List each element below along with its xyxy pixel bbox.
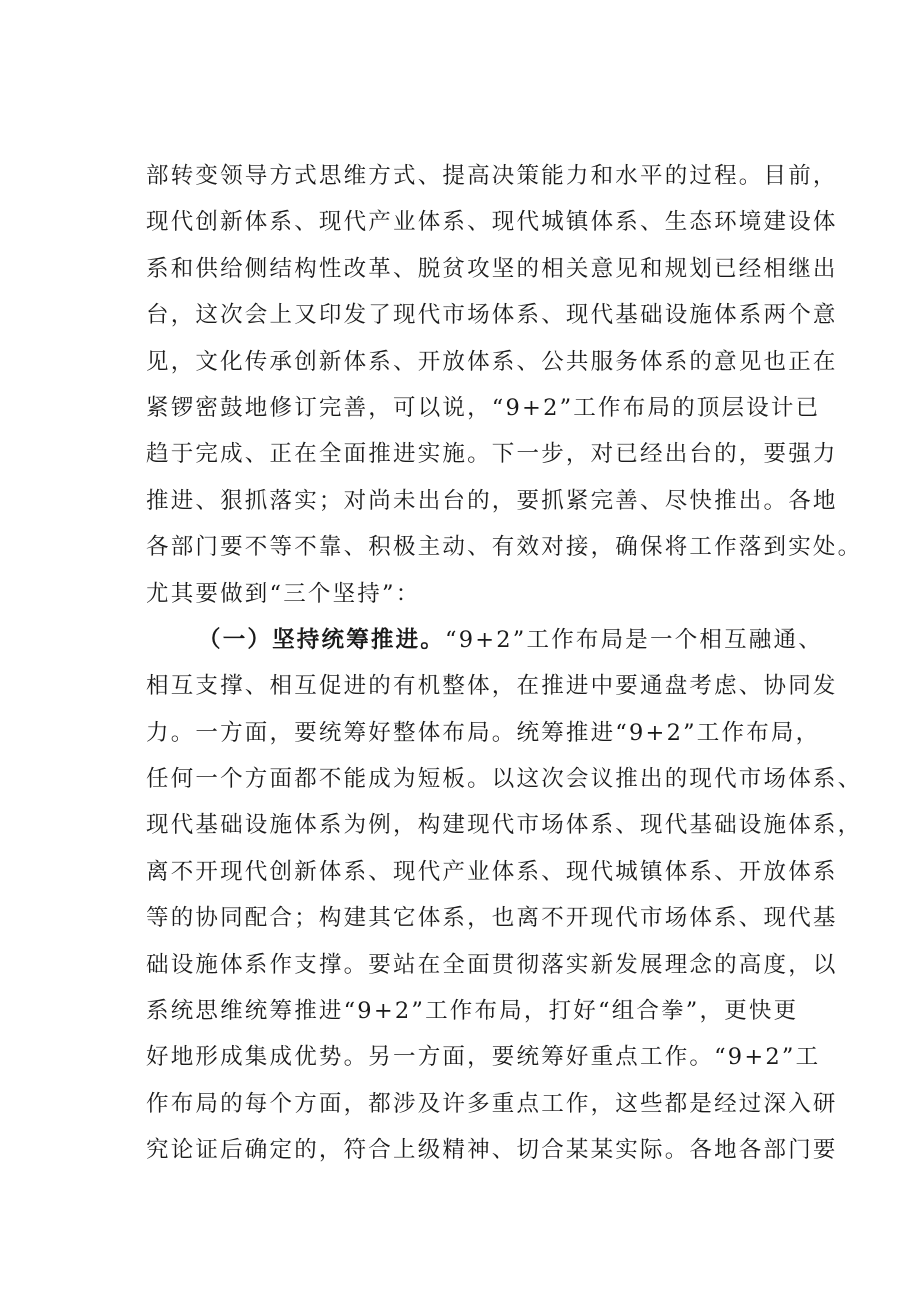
text-line: 究论证后确定的，符合上级精神、切合某某实际。各地各部门要	[146, 1137, 838, 1164]
text-line: 各部门要不等不靠、积极主动、有效对接，确保将工作落到实处。	[146, 534, 863, 561]
text-line: 等的协同配合；构建其它体系，也离不开现代市场体系、现代基	[146, 905, 838, 932]
text-line: 好地形成集成优势。另一方面，要统筹好重点工作。“9+2”工	[146, 1044, 821, 1071]
text-line: 系统思维统筹推进“9+2”工作布局，打好“组合拳”，更快更	[146, 998, 799, 1025]
text-line: 推进、狠抓落实；对尚未出台的，要抓紧完善、尽快推出。各地	[146, 487, 838, 514]
text-line: 见，文化传承创新体系、开放体系、公共服务体系的意见也正在	[146, 348, 838, 375]
text-line: 系和供给侧结构性改革、脱贫攻坚的相关意见和规划已经相继出	[146, 255, 838, 282]
text-line: 力。一方面，要统筹好整体布局。统筹推进“9+2”工作布局，	[146, 719, 821, 746]
text-line: 紧锣密鼓地修订完善，可以说，“9+2”工作布局的顶层设计已	[146, 394, 821, 421]
text-line: 尤其要做到“三个坚持”：	[146, 580, 421, 607]
text-line: 任何一个方面都不能成为短板。以这次会议推出的现代市场体系、	[146, 766, 863, 793]
text-line: 现代创新体系、现代产业体系、现代城镇体系、生态环境建设体	[146, 209, 838, 236]
text-line: 现代基础设施体系为例，构建现代市场体系、现代基础设施体系，	[146, 812, 863, 839]
document-body	[146, 153, 863, 1174]
text-line: 相互支撑、相互促进的有机整体，在推进中要通盘考虑、协同发	[146, 673, 838, 700]
text-line: 台，这次会上又印发了现代市场体系、现代基础设施体系两个意	[146, 302, 838, 329]
text-line: 作布局的每个方面，都涉及许多重点工作，这些都是经过深入研	[146, 1090, 838, 1117]
text-line: 部转变领导方式思维方式、提高决策能力和水平的过程。目前，	[146, 163, 838, 189]
section-first-line	[146, 617, 846, 663]
section-first-line-text: “9+2”工作布局是一个相互融通、	[445, 626, 823, 653]
section-heading: （一）坚持统筹推进。	[198, 626, 446, 653]
text-line: 趋于完成、正在全面推进实施。下一步，对已经出台的，要强力	[146, 441, 838, 468]
text-line: 离不开现代创新体系、现代产业体系、现代城镇体系、开放体系	[146, 858, 838, 885]
text-line: 础设施体系作支撑。要站在全面贯彻落实新发展理念的高度，以	[146, 951, 838, 978]
